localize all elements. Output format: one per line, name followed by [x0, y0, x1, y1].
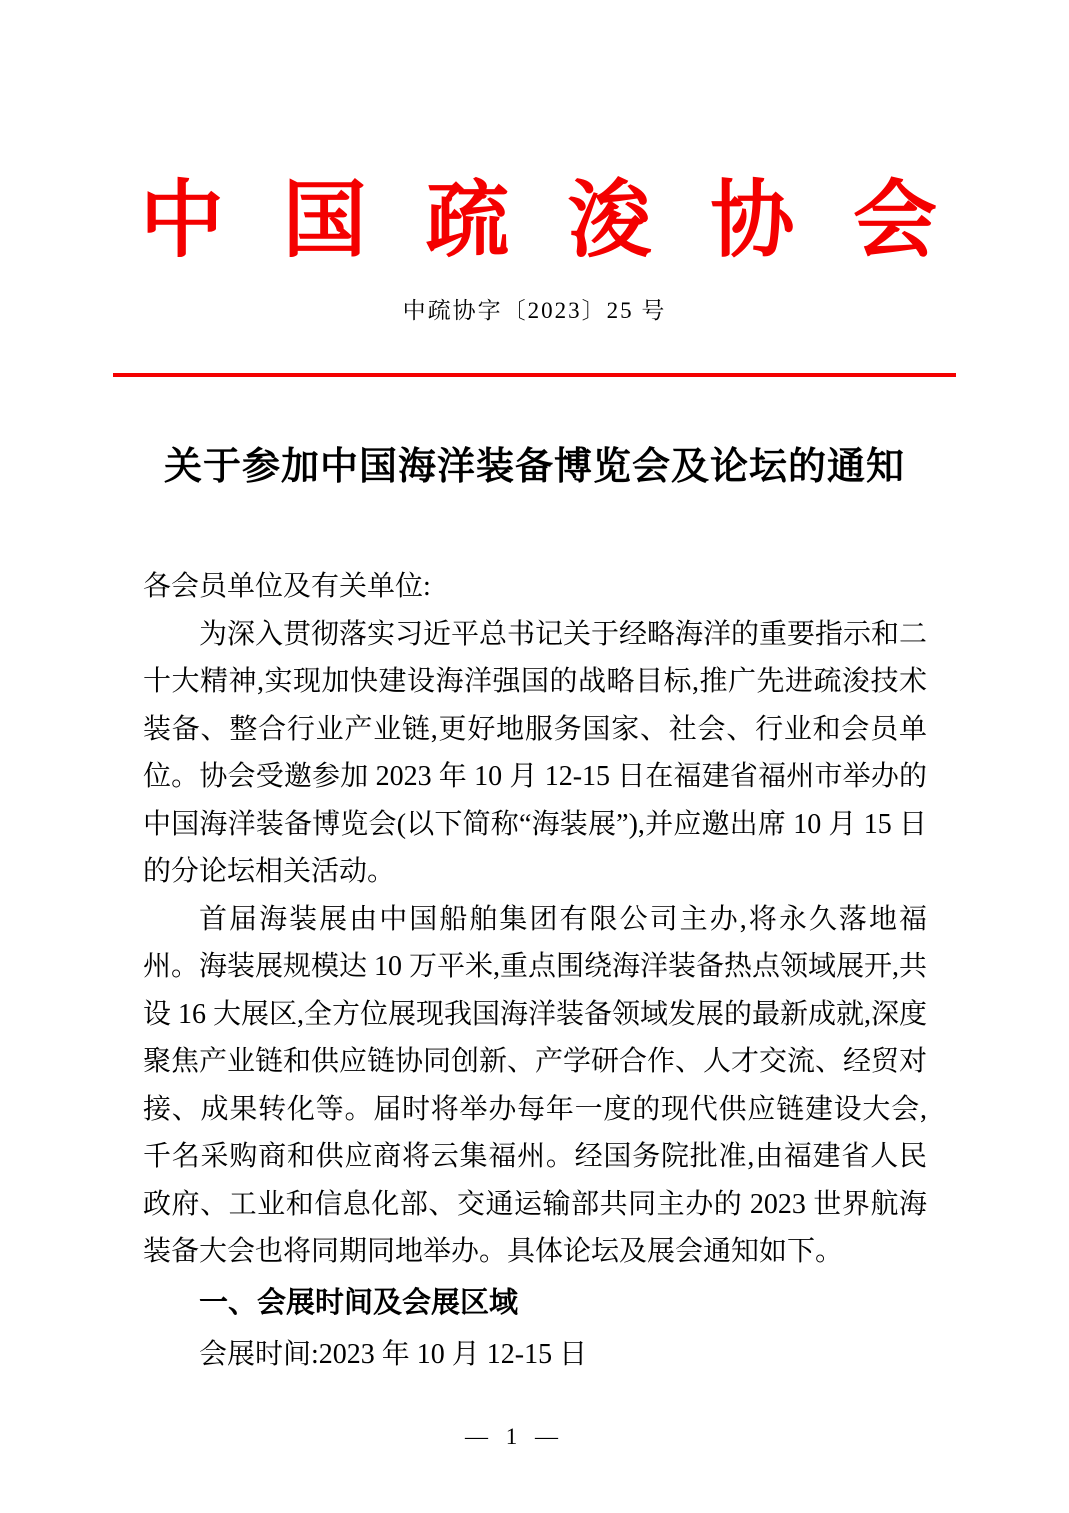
association-name-header: [140, 175, 937, 268]
org-name-char: 国: [282, 175, 367, 268]
org-name-char: 中: [140, 175, 225, 268]
org-name-char: 协: [710, 175, 795, 268]
section-heading-1: 一、会展时间及会展区域: [199, 1286, 519, 1319]
red-divider-line: [113, 373, 956, 377]
exhibition-time-line: 会展时间:2023 年 10 月 12-15 日: [199, 1339, 588, 1370]
org-name-char: 会: [852, 175, 937, 268]
page-number: — 1 —: [465, 1424, 564, 1449]
document-reference-number: 中疏协字〔2023〕25 号: [402, 298, 667, 323]
document-title: 关于参加中国海洋装备博览会及论坛的通知: [163, 446, 905, 488]
body-paragraph-2: 首届海装展由中国船舶集团有限公司主办,将永久落地福州。海装展规模达 10 万平米,重点围绕海洋装备热点领域展开,共设 16 大展区,全方位展现我国海洋装备领域发展的最新成就,深度聚焦产业链和供应链协同创新、产学研合作、人才交流、经贸对接、成果转化等。届时将举办每年一度的现代供应链建设大会,千名采购商和供应商将云集福州。经国务院批准,由福建省人民政府、工业和信息化部、交通运输部共同主办的 2023 世界航海装备大会也将同期同地举办。具体论坛及展会通知如下。: [143, 903, 928, 1267]
salutation-line: 各会员单位及有关单位:: [143, 571, 431, 602]
org-name-char: 浚: [567, 175, 652, 268]
body-paragraph-1: 为深入贯彻落实习近平总书记关于经略海洋的重要指示和二十大精神,实现加快建设海洋强国的战略目标,推广先进疏浚技术装备、整合行业产业链,更好地服务国家、社会、行业和会员单位。协会受邀参加 2023 年 10 月 12-15 日在福建省福州市举办的中国海洋装备博览会(以下简称“海装展”),并应邀出席 10 月 15 日的分论坛相关活动。: [143, 618, 928, 887]
org-name-char: 疏: [425, 175, 510, 268]
document-body: [143, 563, 927, 1379]
